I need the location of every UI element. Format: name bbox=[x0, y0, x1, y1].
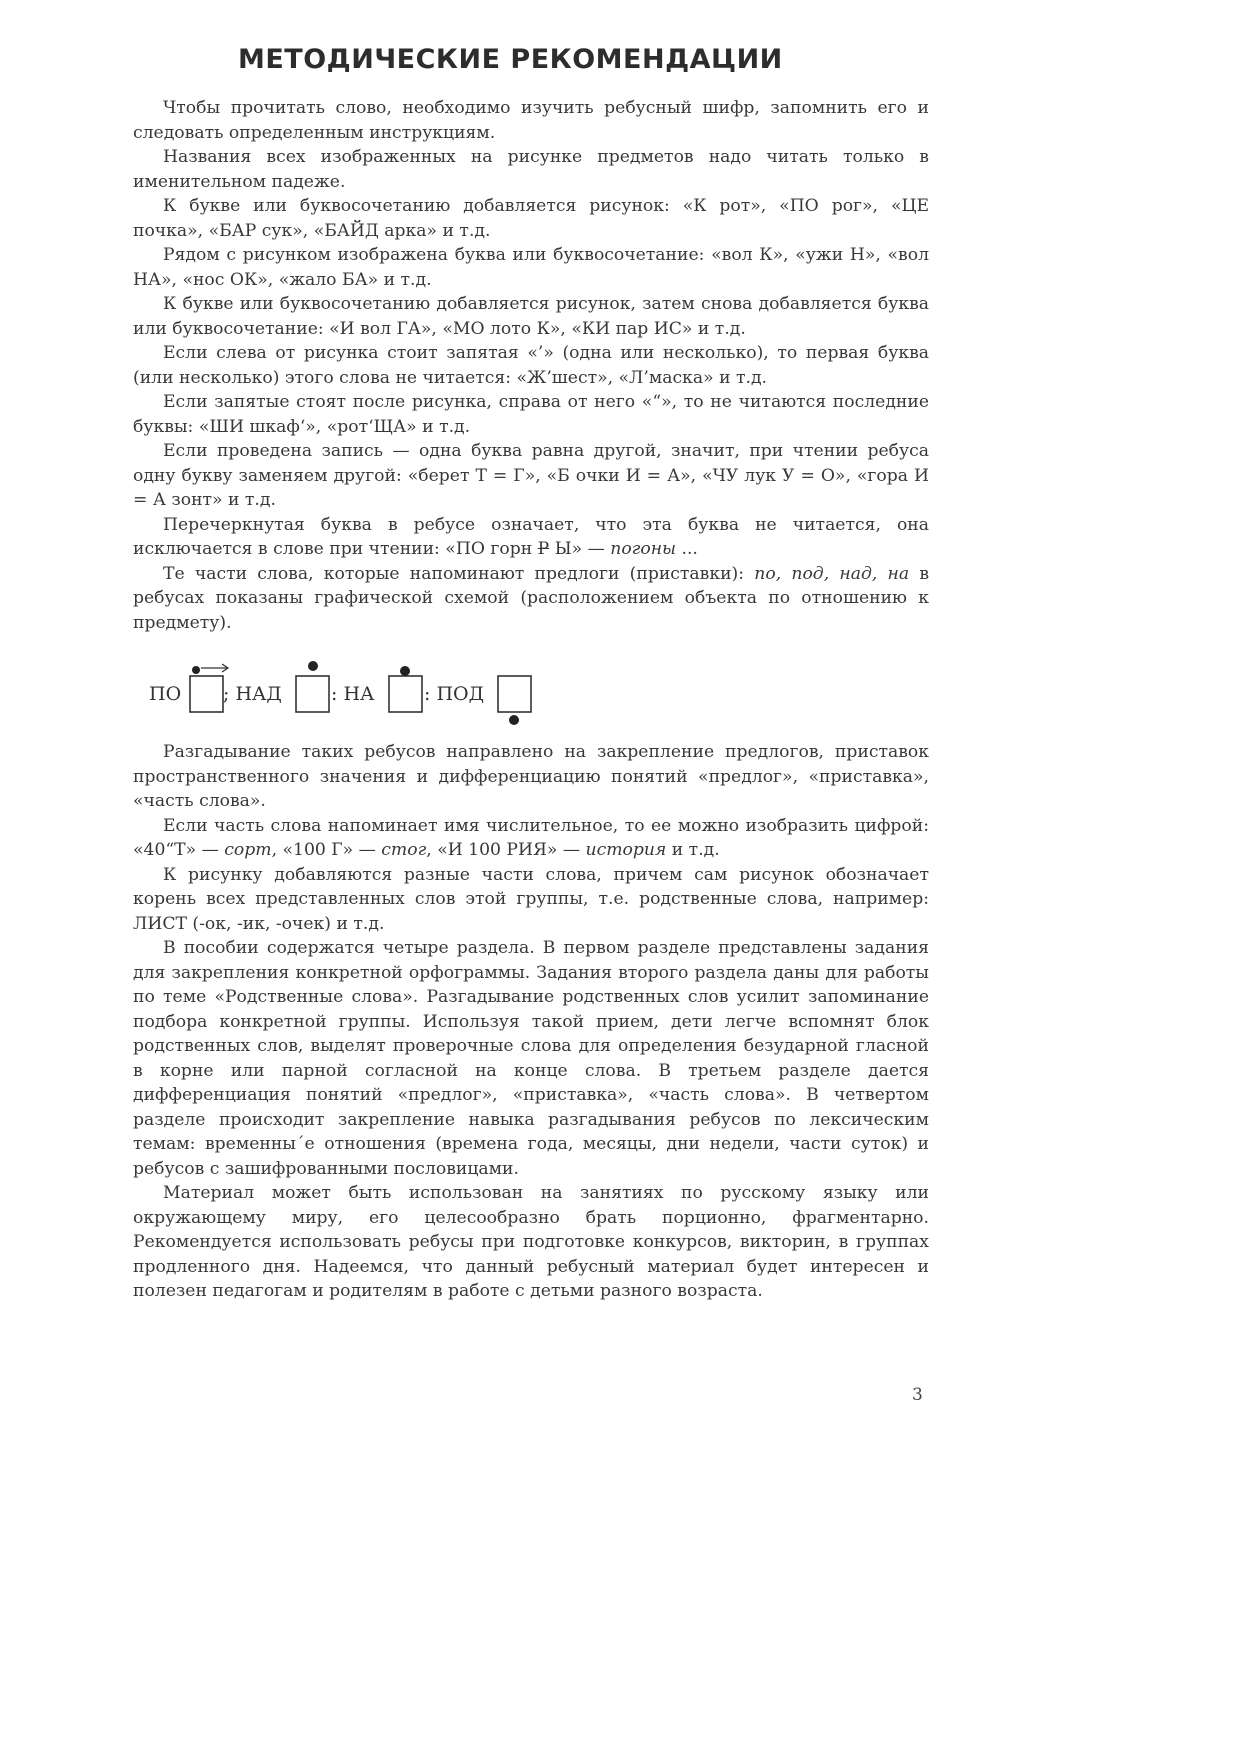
paragraph-numerals: Если часть слова напоминает имя числительное, то ее можно изобразить цифрой: «40“Т» — сорт, «100 Г» — стог, «И 100 РИЯ» — история и т.д. bbox=[133, 815, 929, 860]
dot-nad bbox=[308, 661, 318, 671]
paragraph: В пособии содержатся четыре раздела. В первом разделе представлены задания для закрепления конкретной орфограммы. Задания второго раздела даны для работы по теме «Родственные слова». Разгадывание родственных слов усилит запоминание подбора конкретной группы. Используя такой прием, дети легче вспомнят блок родственных слов, выделят проверочные слова для определения безударной гласной в корне или парной согласной на конце слова. В третьем разделе дается дифференциация понятий «предлог», «приставка», «часть слова». В четвертом разделе происходит закрепление навыка разгадывания ребусов по лексическим темам: временны´е отношения (времена года, месяцы, дни недели, части суток) и ребусов с зашифрованными пословицами. bbox=[133, 938, 929, 1179]
page-number: 3 bbox=[912, 1385, 923, 1405]
text-block-bottom bbox=[133, 740, 929, 1304]
page-title: МЕТОДИЧЕСКИЕ РЕКОМЕНДАЦИИ bbox=[238, 44, 783, 75]
rebus-label-pod: : ПОД bbox=[424, 683, 485, 705]
object-box-nad bbox=[296, 676, 329, 712]
struck-letter: Р bbox=[537, 539, 550, 559]
paragraph: Чтобы прочитать слово, необходимо изучить ребусный шифр, запомнить его и следовать определенным инструкциям. bbox=[133, 98, 929, 143]
object-box-na bbox=[389, 676, 422, 712]
text-block-top bbox=[133, 96, 929, 635]
paragraph: К букве или буквосочетанию добавляется рисунок: «К рот», «ПО рог», «ЦЕ почка», «БАР сук», «БАЙД арка» и т.д. bbox=[133, 196, 929, 241]
paragraph: Рядом с рисунком изображена буква или буквосочетание: «вол К», «ужи Н», «вол НА», «нос ОК», «жало БА» и т.д. bbox=[133, 245, 929, 290]
dot-pod bbox=[509, 715, 519, 725]
paragraph: Названия всех изображенных на рисунке предметов надо читать только в именительном падеже. bbox=[133, 147, 929, 192]
paragraph: Разгадывание таких ребусов направлено на закрепление предлогов, приставок пространственного значения и дифференциацию понятий «предлог», «приставка», «часть слова». bbox=[133, 742, 929, 811]
preposition-diagram bbox=[133, 658, 929, 750]
paragraph: К букве или буквосочетанию добавляется рисунок, затем снова добавляется буква или буквосочетание: «И вол ГА», «МО лото К», «КИ пар ИС» и т.д. bbox=[133, 294, 929, 339]
paragraph-prepositions: Те части слова, которые напоминают предлоги (приставки): по, под, над, на в ребусах показаны графической схемой (расположением объекта по отношению к предмету). bbox=[133, 563, 929, 633]
paragraph: К рисунку добавляются разные части слова, причем сам рисунок обозначает корень всех представленных слов этой группы, т.е. родственные слова, например: ЛИСТ (-ок, -ик, -очек) и т.д. bbox=[133, 864, 929, 934]
rebus-label-nad: ; НАД bbox=[223, 683, 282, 705]
paragraph: Если слева от рисунка стоит запятая «’» (одна или несколько), то первая буква (или несколько) этого слова не читается: «Ж’шест», «Л’маска» и т.д. bbox=[133, 343, 929, 388]
paragraph: Если запятые стоят после рисунка, справа от него «“», то не читаются последние буквы: «ШИ шкаф‘», «рот‘ЩА» и т.д. bbox=[133, 392, 929, 437]
object-box-po bbox=[190, 676, 223, 712]
rebus-label-po: ПО bbox=[149, 683, 182, 705]
rebus-label-na: : НА bbox=[331, 683, 375, 705]
paragraph: Материал может быть использован на занятиях по русскому языку или окружающему миру, его целесообразно брать порционно, фрагментарно. Рекомендуется использовать ребусы при подготовке конкурсов, викторин, в группах продленного дня. Надеемся, что данный ребусный материал будет интересен и полезен педагогам и родителям в работе с детьми разного возраста. bbox=[133, 1183, 929, 1301]
paragraph: Если проведена запись — одна буква равна другой, значит, при чтении ребуса одну букву заменяем другой: «берет Т = Г», «Б очки И = А», «ЧУ лук У = О», «гора И = А зонт» и т.д. bbox=[133, 441, 929, 510]
dot-na bbox=[400, 666, 410, 676]
paragraph-strikethrough: Перечеркнутая буква в ребусе означает, что эта буква не читается, она исключается в слове при чтении: «ПО горн Р Ы» — погоны ... bbox=[133, 514, 929, 559]
object-box-pod bbox=[498, 676, 531, 712]
dot-po bbox=[192, 666, 200, 674]
